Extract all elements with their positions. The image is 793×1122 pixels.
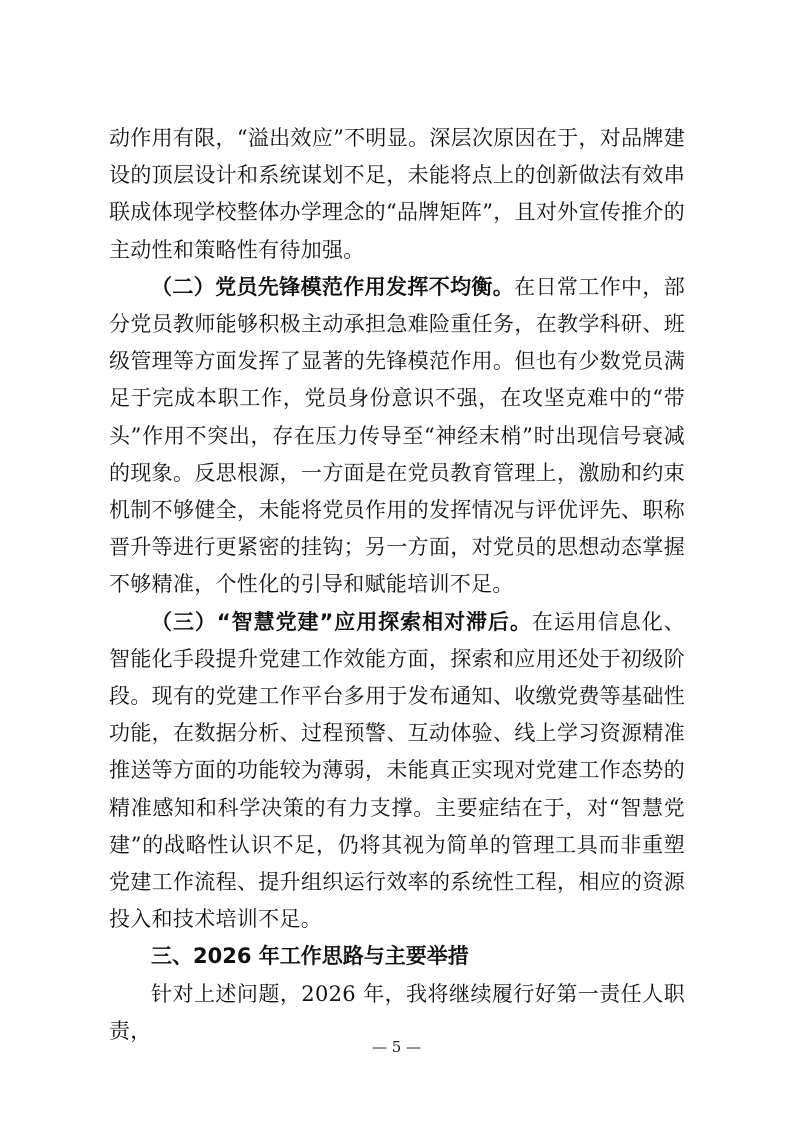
subheading-smart-party-building: （三）“智慧党建”应用探索相对滞后。 — [151, 609, 532, 634]
paragraph-text: 在运用信息化、智能化手段提升党建工作效能方面，探索和应用还处于初级阶段。现有的党建工作平台多用于发布通知、收缴党费等基础性功能，在数据分析、过程预警、互动体验、线上学习资源精准推送等方面的功能较为薄弱，未能真正实现对党建工作态势的精准感知和科学决策的有力支撑。主要症结在于，对“智慧党建”的战略性认识不足，仍将其视为简单的管理工具而非重塑党建工作流程、提升组织运行效率的系统性工程，相应的资源投入和技术培训不足。 — [109, 609, 685, 932]
page-number: — 5 — — [371, 1038, 422, 1056]
paragraph-party-member-role — [109, 269, 685, 604]
paragraph-text: 在日常工作中，部分党员教师能够积极主动承担急难险重任务，在教学科研、班级管理等方面发挥了显著的先锋模范作用。但也有少数党员满足于完成本职工作，党员身份意识不强，在攻坚克难中的“带头”作用不突出，存在压力传导至“神经末梢”时出现信号衰减的现象。反思根源，一方面是在党员教育管理上，激励和约束机制不够健全，未能将党员作用的发挥情况与评优评先、职称晋升等进行更紧密的挂钩；另一方面，对党员的思想动态掌握不够精准，个性化的引导和赋能培训不足。 — [109, 274, 685, 597]
paragraph-continuation — [109, 120, 685, 269]
paragraph-text: 针对上述问题，2026 年，我将继续履行好第一责任人职责， — [109, 981, 685, 1043]
document-body — [109, 120, 685, 1050]
paragraph-smart-party-building — [109, 604, 685, 939]
paragraph-text: 动作用有限，“溢出效应”不明显。深层次原因在于，对品牌建设的顶层设计和系统谋划不足，未能将点上的创新做法有效串联成体现学校整体办学理念的“品牌矩阵”，且对外宣传推介的主动性和策略性有待加强。 — [109, 126, 685, 262]
subheading-party-member-role: （二）党员先锋模范作用发挥不均衡。 — [151, 274, 515, 299]
section-heading: 三、2026 年工作思路与主要举措 — [151, 944, 469, 969]
